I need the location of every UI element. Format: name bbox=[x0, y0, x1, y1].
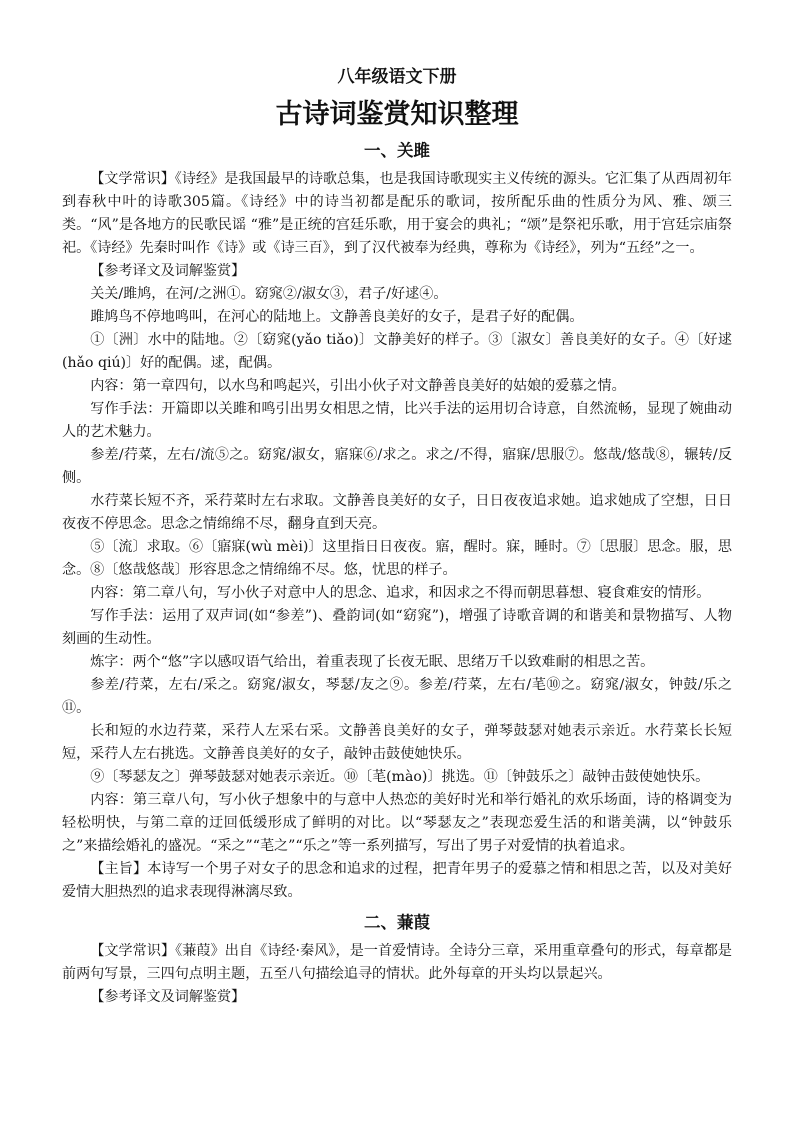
paragraph-literary-knowledge: 【文学常识】《诗经》是我国最早的诗歌总集，也是我国诗歌现实主义传统的源头。它汇集了从西周初年到春秋中叶的诗歌305篇。《诗经》中的诗当初都是配乐的歌词，按所配乐曲的性质分为风、雅、颂三类。“风”是各地方的民歌民谣 “雅”是正统的宫廷乐歌，用于宴会的典礼；“颂”是祭祀乐歌，用于宫廷宗庙祭祀。《诗经》先秦时叫作《诗》或《诗三百》，到了汉代被奉为经典，尊称为《诗经》，列为“五经”之一。 bbox=[62, 171, 732, 256]
paragraph-content: 内容：第二章八句，写小伙子对意中人的思念、追求，和因求之不得而朝思暮想、寝食难安的情形。 bbox=[90, 585, 711, 601]
paragraph-translation-header: 【参考译文及词解鉴赏】 bbox=[90, 989, 246, 1005]
paragraph-poem-stanza: 参差/荇菜，左右/流⑤之。窈窕/淑女，寤寐⑥/求之。求之/不得，寤寐/思服⑦。悠哉/悠哉⑧，辗转/反侧。 bbox=[62, 447, 732, 486]
paragraph-technique: 写作手法：开篇即以关雎和鸣引出男女相思之情，比兴手法的运用切合诗意，自然流畅，显现了婉曲动人的艺术魅力。 bbox=[62, 401, 732, 440]
section-jianjia bbox=[62, 912, 732, 1009]
section-heading: 一、关雎 bbox=[364, 141, 430, 160]
paragraph-poem-stanza: 参差/荇菜，左右/采之。窈窕/淑女，琴瑟/友之⑨。参差/荇菜，左右/芼⑩之。窈窕/淑女，钟鼓/乐之⑪。 bbox=[62, 677, 732, 716]
paragraph-translation: 水荇菜长短不齐，采荇菜时左右求取。文静善良美好的女子，日日夜夜追求她。追求她成了空想，日日夜夜不停思念。思念之情绵绵不尽，翻身直到天亮。 bbox=[62, 493, 732, 532]
paragraph-word-refinement: 炼字：两个“悠”字以感叹语气给出，着重表现了长夜无眠、思绪万千以致难耐的相思之苦。 bbox=[90, 654, 655, 670]
section-guanju bbox=[62, 140, 732, 904]
paragraph-translation-header: 【参考译文及词解鉴赏】 bbox=[90, 263, 246, 279]
paragraph-annotation: ⑤〔流〕求取。⑥〔寤寐(wù mèi)〕这里指日日夜夜。寤，醒时。寐，睡时。⑦〔思服〕思念。服，思念。⑧〔悠哉悠哉〕形容思念之情绵绵不尽。悠，忧思的样子。 bbox=[62, 539, 732, 578]
paragraph-technique: 写作手法：运用了双声词(如“参差”)、叠韵词(如“窈窕”)，增强了诗歌音调的和谐美和景物描写、人物刻画的生动性。 bbox=[62, 608, 732, 647]
paragraph-content: 内容：第三章八句，写小伙子想象中的与意中人热恋的美好时光和举行婚礼的欢乐场面，诗的格调变为轻松明快，与第二章的迂回低缓形成了鲜明的对比。以“琴瑟友之”表现恋爱生活的和谐美满，以“钟鼓乐之”来描绘婚礼的盛况。“采之”“芼之”“乐之”等一系列描写，写出了男子对爱情的执着追求。 bbox=[62, 792, 732, 854]
paragraph-annotation: ⑨〔琴瑟友之〕弹琴鼓瑟对她表示亲近。⑩〔芼(mào)〕挑选。⑪〔钟鼓乐之〕敲钟击鼓使她快乐。 bbox=[90, 769, 710, 785]
paragraph-poem-stanza: 关关/雎鸠，在河/之洲①。窈窕②/淑女③，君子/好逑④。 bbox=[90, 286, 448, 302]
paragraph-content: 内容：第一章四句，以水鸟和鸣起兴，引出小伙子对文静善良美好的姑娘的爱慕之情。 bbox=[90, 378, 626, 394]
paragraph-literary-knowledge: 【文学常识】《蒹葭》出自《诗经·秦风》，是一首爱情诗。全诗分三章，采用重章叠句的形式，每章都是前两句写景，三四句点明主题，五至八句描绘追寻的情状。此外每章的开头均以景起兴。 bbox=[62, 943, 732, 982]
document-title: 古诗词鉴赏知识整理 bbox=[275, 99, 519, 130]
document-subtitle: 八年级语文下册 bbox=[337, 67, 457, 87]
paragraph-translation: 长和短的水边荇菜，采荇人左采右采。文静善良美好的女子，弹琴鼓瑟对她表示亲近。水荇菜长长短短，采荇人左右挑选。文静善良美好的女子，敲钟击鼓使她快乐。 bbox=[62, 723, 732, 762]
paragraph-annotation: ①〔洲〕水中的陆地。②〔窈窕(yǎo tiǎo)〕文静美好的样子。③〔淑女〕善良美好的女子。④〔好逑(hǎo qiú)〕好的配偶。逑，配偶。 bbox=[62, 332, 732, 371]
paragraph-theme: 【主旨】本诗写一个男子对女子的思念和追求的过程，把青年男子的爱慕之情和相思之苦，以及对美好爱情大胆热烈的追求表现得淋漓尽致。 bbox=[62, 861, 732, 900]
section-heading: 二、蒹葭 bbox=[364, 913, 430, 932]
paragraph-translation: 雎鸠鸟不停地鸣叫，在河心的陆地上。文静善良美好的女子，是君子好的配偶。 bbox=[90, 309, 584, 325]
